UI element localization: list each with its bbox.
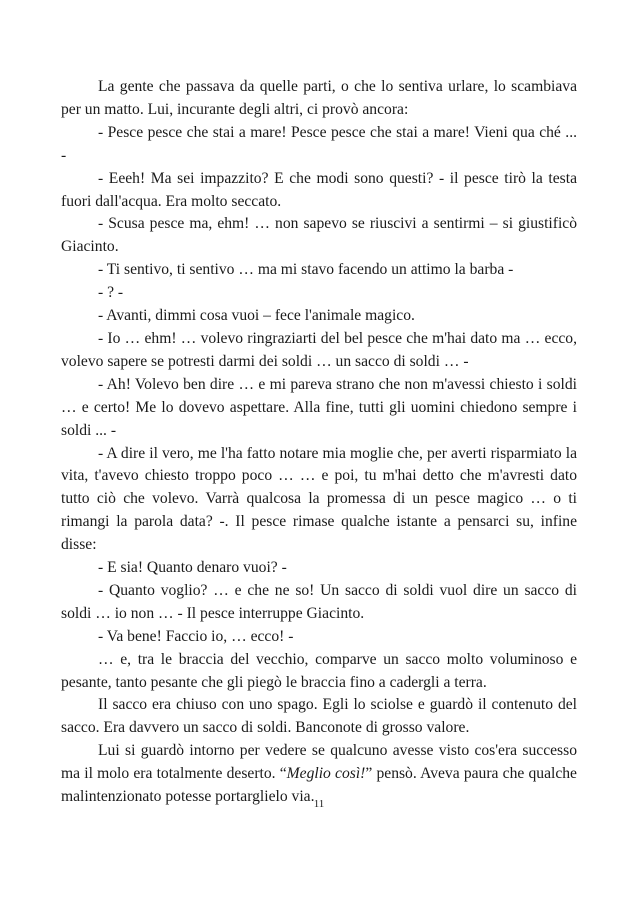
page-number: 11 <box>313 798 325 810</box>
paragraph-10: - A dire il vero, me l'ha fatto notare mia moglie che, per averti risparmiato la vita, t'avevo chiesto troppo poco … … e poi, tu m'hai detto che m'avresti dato tutto ciò che volevo. Varrà qualcosa la promessa di un pesce magico … o ti rimangi la parola data? -. Il pesce rimase qualche istante a pensarci su, infine disse: <box>61 444 577 554</box>
body-text <box>61 76 577 809</box>
paragraph-9: - Ah! Volevo ben dire … e mi pareva strano che non m'avessi chiesto i soldi … e certo! Me lo dovevo aspettare. Alla fine, tutti gli uomini chiedono sempre i soldi ... - <box>61 375 577 439</box>
paragraph-3: - Eeeh! Ma sei impazzito? E che modi sono questi? - il pesce tirò la testa fuori dall'acqua. Era molto seccato. <box>61 169 577 210</box>
paragraph-8: - Io … ehm! … volevo ringraziarti del bel pesce che m'hai dato ma … ecco, volevo sapere se potresti darmi dei soldi … un sacco di soldi … - <box>61 329 577 370</box>
paragraph-2: - Pesce pesce che stai a mare! Pesce pesce che stai a mare! Vieni qua ché ... - <box>61 123 577 164</box>
paragraph-16-end: ” pensò. Aveva paura che qualche malintenzionato potesse portarglielo via. <box>61 765 577 806</box>
paragraph-12: - Quanto voglio? … e che ne so! Un sacco di soldi vuol dire un sacco di soldi … io non … - Il pesce interruppe Giacinto. <box>61 581 577 622</box>
paragraph-11: - E sia! Quanto denaro vuoi? - <box>98 559 287 577</box>
paragraph-16-start: Lui si guardò intorno per vedere se qualcuno avesse visto cos'era successo ma il molo era totalmente deserto. “ <box>61 742 577 783</box>
italic-quote: Meglio così! <box>286 765 366 783</box>
paragraph-1: La gente che passava da quelle parti, o che lo sentiva urlare, lo scambiava per un matto. Lui, incurante degli altri, ci provò ancora: <box>61 78 577 118</box>
paragraph-15: Il sacco era chiuso con uno spago. Egli lo sciolse e guardò il contenuto del sacco. Era davvero un sacco di soldi. Banconote di grosso valore. <box>61 696 577 737</box>
paragraph-4: - Scusa pesce ma, ehm! … non sapevo se riuscivi a sentirmi – si giustificò Giacinto. <box>61 215 577 256</box>
paragraph-5: - Ti sentivo, ti sentivo … ma mi stavo facendo un attimo la barba - <box>98 261 514 279</box>
paragraph-7: - Avanti, dimmi cosa vuoi – fece l'animale magico. <box>98 307 415 325</box>
paragraph-6: - ? - <box>98 284 124 302</box>
paragraph-13: - Va bene! Faccio io, … ecco! - <box>98 627 294 645</box>
paragraph-14: … e, tra le braccia del vecchio, comparve un sacco molto voluminoso e pesante, tanto pesante che gli piegò le braccia fino a cadergli a terra. <box>61 650 577 691</box>
